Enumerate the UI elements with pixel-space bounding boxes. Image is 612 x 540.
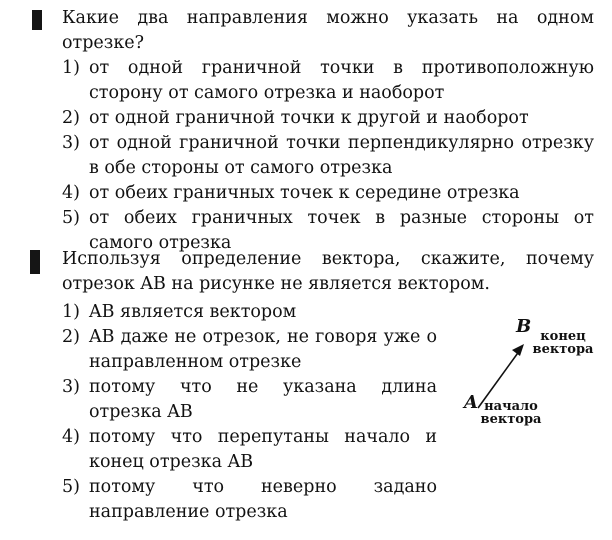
start-label-line2: вектора <box>480 412 542 427</box>
question2-option-3[interactable] <box>62 375 437 425</box>
option-number: 1) <box>62 302 80 322</box>
end-label-line2: вектора <box>532 342 594 357</box>
option-text: от одной граничной точки к другой и наоборот <box>89 108 529 128</box>
option-text: от обеих граничных точек к середине отрезка <box>89 183 520 203</box>
option-text: потому что не указана длина отрезка AB <box>89 377 437 422</box>
option-number: 2) <box>62 108 80 128</box>
end-label-line1: конец <box>540 329 586 344</box>
question1-option-2[interactable] <box>62 106 594 131</box>
question2-stem-block <box>62 247 594 297</box>
option-number: 1) <box>62 58 80 78</box>
option-text: потому что перепутаны начало и конец отрезка AB <box>89 427 437 472</box>
option-number: 5) <box>62 208 80 228</box>
question1-stem: Какие два направления можно указать на одном отрезке? <box>62 8 594 53</box>
question1-option-3[interactable] <box>62 131 594 181</box>
option-number: 2) <box>62 327 80 347</box>
option-text: от одной граничной точки перпендикулярно отрезку в обе стороны от самого отрезка <box>89 133 594 178</box>
point-a-label: A <box>464 392 478 413</box>
option-text: от обеих граничных точек в разные стороны от самого отрезка <box>89 208 594 253</box>
question1-option-4[interactable] <box>62 181 594 206</box>
question2-stem: Используя определение вектора, скажите, почему отрезок AB на рисунке не является вектором. <box>62 249 594 294</box>
arrowhead-icon <box>512 344 524 356</box>
option-number: 4) <box>62 427 80 447</box>
start-label <box>480 400 542 426</box>
question1-option-1[interactable] <box>62 56 594 106</box>
option-text: потому что неверно задано направление отрезка <box>89 477 437 522</box>
option-number: 3) <box>62 133 80 153</box>
question1 <box>62 6 594 256</box>
option-text: AB даже не отрезок, не говоря уже о направленном отрезке <box>89 327 437 372</box>
option-text: AB является вектором <box>89 302 297 322</box>
vector-figure <box>454 316 604 436</box>
question2 <box>62 300 437 525</box>
question2-option-1[interactable] <box>62 300 437 325</box>
question2-marker <box>30 250 40 274</box>
question2-option-4[interactable] <box>62 425 437 475</box>
point-b-label: B <box>516 316 532 337</box>
start-label-line1: начало <box>484 399 538 414</box>
option-number: 4) <box>62 183 80 203</box>
question1-marker <box>32 10 42 30</box>
question2-option-2[interactable] <box>62 325 437 375</box>
question2-option-5[interactable] <box>62 475 437 525</box>
end-label <box>532 330 594 356</box>
option-number: 3) <box>62 377 80 397</box>
option-number: 5) <box>62 477 80 497</box>
option-text: от одной граничной точки в противоположную сторону от самого отрезка и наоборот <box>89 58 594 103</box>
